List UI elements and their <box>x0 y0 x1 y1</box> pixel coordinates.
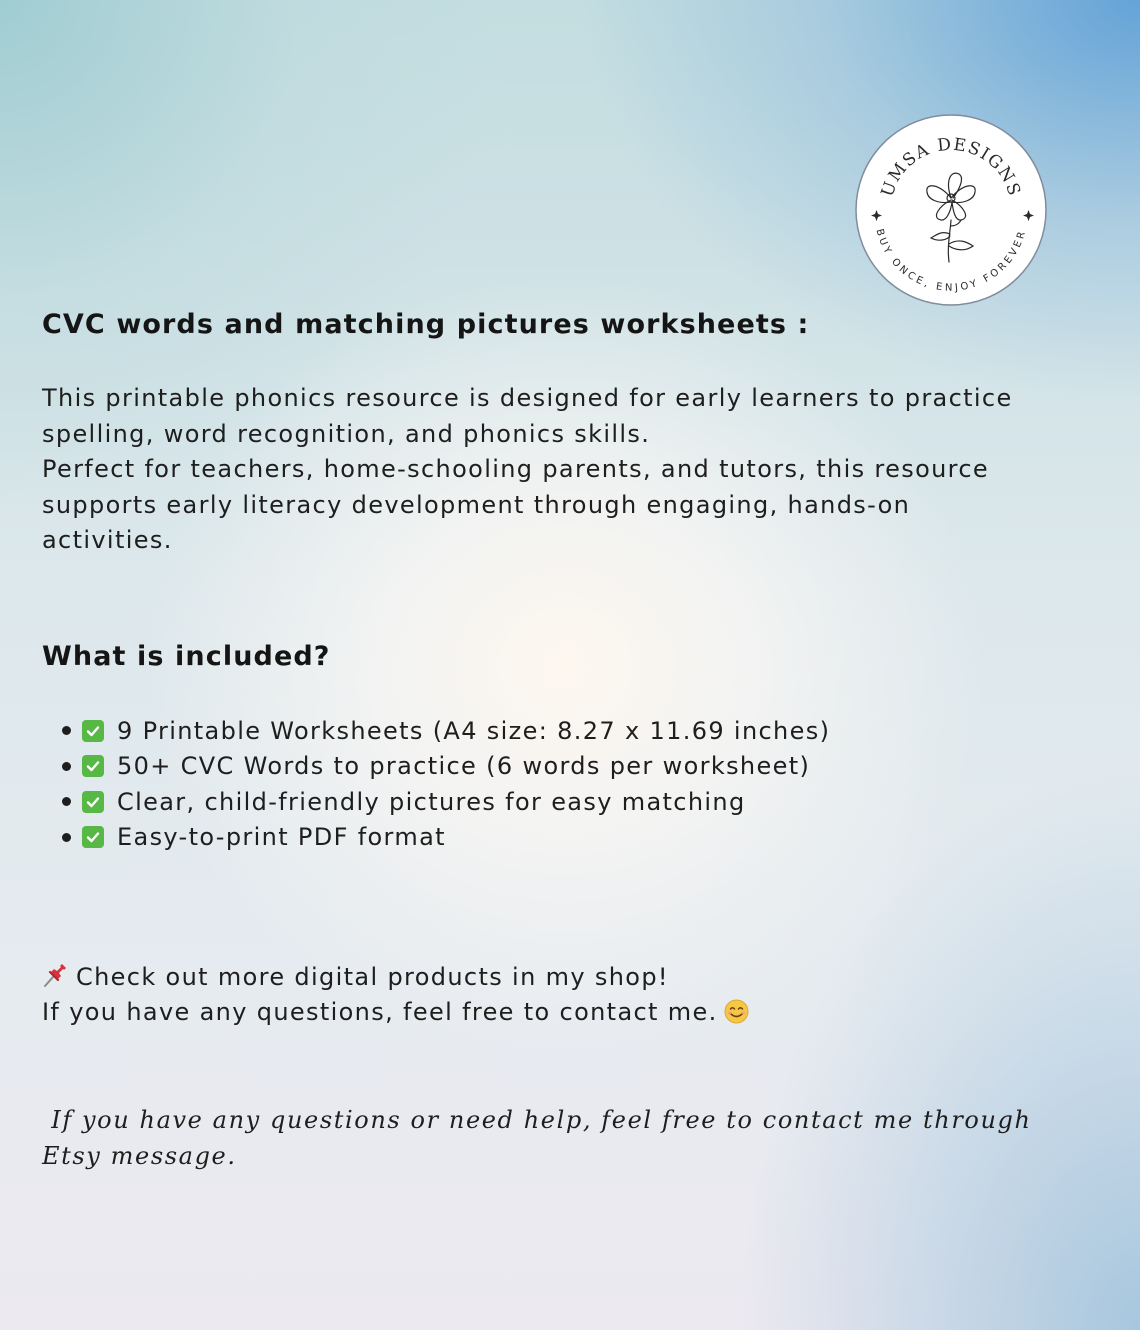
contact-text: If you have any questions, feel free to contact me. <box>42 998 718 1026</box>
closing-note: If you have any questions or need help, feel free to contact me through Etsy message. <box>42 1106 1032 1170</box>
logo-brand-text: UMSA DESIGNS <box>877 134 1025 200</box>
check-mark-icon <box>82 720 104 742</box>
intro-line: Perfect for teachers, home-schooling parents, and tutors, this resource <box>42 455 990 483</box>
list-item-text: 9 Printable Worksheets (A4 size: 8.27 x 11.69 inches) <box>117 716 831 745</box>
shop-promo-text: Check out more digital products in my shop! <box>76 963 669 991</box>
intro-line: supports early literacy development through engaging, hands-on <box>42 490 911 519</box>
bullet-icon <box>62 797 71 806</box>
shop-promo-line <box>42 960 669 996</box>
list-item <box>62 749 830 785</box>
intro-paragraph-audience <box>42 452 989 559</box>
list-item <box>62 820 830 856</box>
bullet-icon <box>62 762 71 771</box>
included-list <box>62 713 830 855</box>
list-item-text: 50+ CVC Words to practice (6 words per worksheet) <box>117 752 811 781</box>
included-heading: What is included? <box>42 641 331 672</box>
bullet-icon <box>62 726 71 735</box>
list-item-text: Easy-to-print PDF format <box>117 823 446 852</box>
logo-badge-graphic <box>855 114 1047 306</box>
intro-line: This printable phonics resource is designed for early learners to practice <box>42 384 1013 412</box>
list-item <box>62 713 830 749</box>
intro-paragraph <box>42 381 1013 452</box>
smiling-face-icon <box>724 999 749 1024</box>
check-mark-icon <box>82 826 104 848</box>
pushpin-icon <box>42 962 68 988</box>
list-item <box>62 784 830 820</box>
page-title: CVC words and matching pictures worksheets : <box>42 309 810 340</box>
check-mark-icon <box>82 755 104 777</box>
contact-line <box>42 995 749 1031</box>
check-mark-icon <box>82 791 104 813</box>
logo-tagline-text: BUY ONCE, ENJOY FOREVER <box>873 227 1029 294</box>
list-item-text: Clear, child-friendly pictures for easy matching <box>117 787 746 816</box>
bullet-icon <box>62 833 71 842</box>
intro-line: spelling, word recognition, and phonics skills. <box>42 419 651 448</box>
brand-logo <box>855 114 1047 306</box>
intro-line: activities. <box>42 526 173 554</box>
